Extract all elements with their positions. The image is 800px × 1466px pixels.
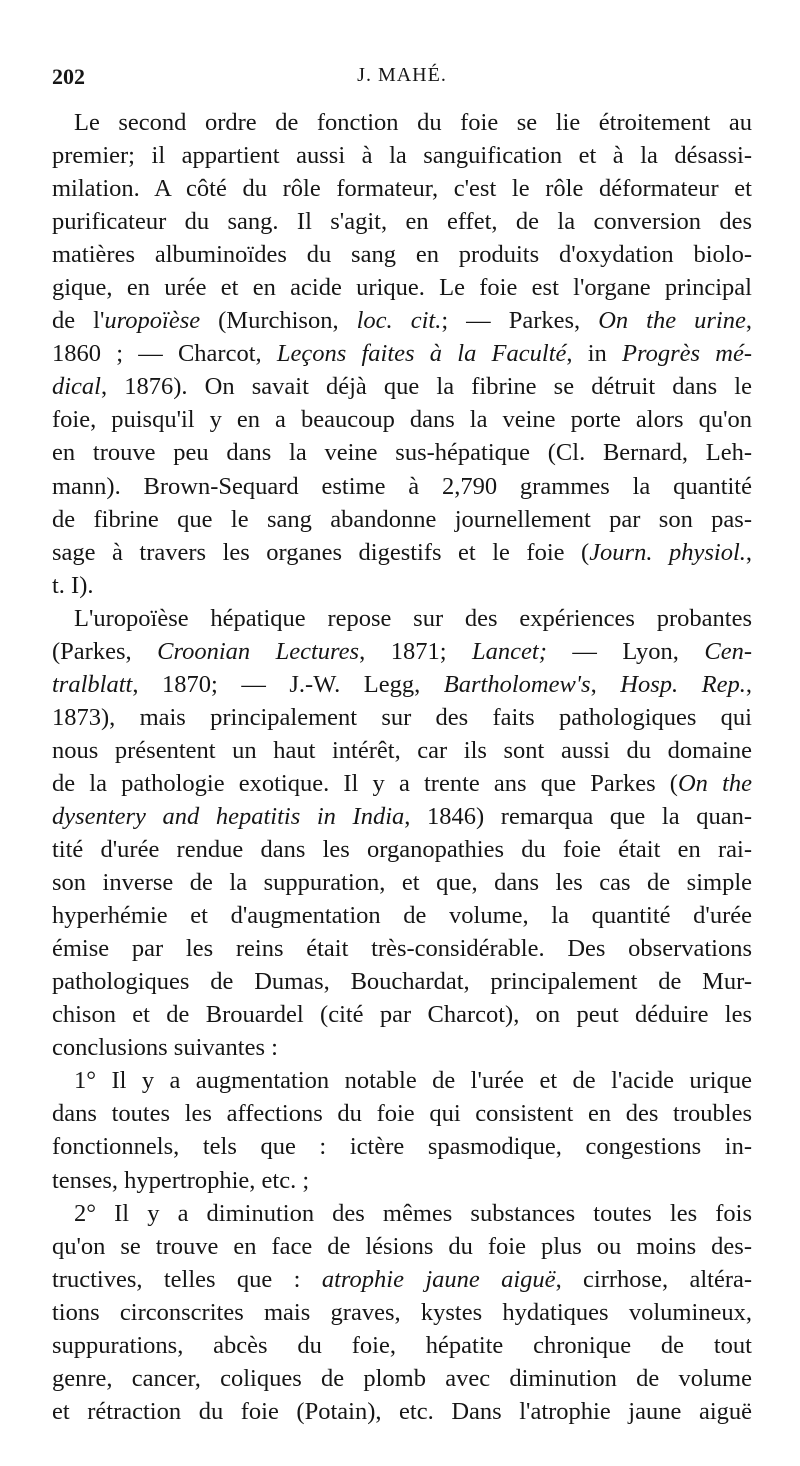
- page-header: [52, 64, 752, 92]
- text-line: mann). Brown-Sequard estime à 2,790 grammes la quantité: [52, 472, 752, 500]
- body-text: [52, 106, 752, 1428]
- text-line: de la pathologie exotique. Il y a trente ans que Parkes (On the: [52, 769, 752, 797]
- text-line: t. I).: [52, 571, 94, 599]
- text-line: purificateur du sang. Il s'agit, en effet, de la conversion des: [52, 208, 752, 236]
- text-line: dysentery and hepatitis in India, 1846) remarqua que la quan-: [52, 802, 752, 830]
- text-line: gique, en urée et en acide urique. Le foie est l'organe principal: [52, 274, 752, 302]
- text-line: émise par les reins était très-considérable. Des observations: [52, 935, 752, 963]
- text-line: dans toutes les affections du foie qui consistent en des troubles: [52, 1100, 752, 1128]
- running-head: J. MAHÉ.: [357, 64, 447, 86]
- text-line: tructives, telles que : atrophie jaune aiguë, cirrhose, altéra-: [52, 1265, 752, 1293]
- text-line: son inverse de la suppuration, et que, dans les cas de simple: [52, 869, 752, 897]
- text-line: de fibrine que le sang abandonne journellement par son pas-: [52, 505, 752, 533]
- text-line: premier; il appartient aussi à la sanguification et à la désassi-: [52, 142, 752, 170]
- text-line: tenses, hypertrophie, etc. ;: [52, 1166, 310, 1194]
- text-line: tralblatt, 1870; — J.-W. Legg, Bartholomew's, Hosp. Rep.,: [52, 670, 752, 698]
- text-line: milation. A côté du rôle formateur, c'est le rôle déformateur et: [52, 175, 752, 203]
- text-line: 1860 ; — Charcot, Leçons faites à la Faculté, in Progrès mé-: [52, 340, 752, 368]
- text-line: conclusions suivantes :: [52, 1034, 278, 1062]
- text-line: 1873), mais principalement sur des faits pathologiques qui: [52, 703, 752, 731]
- text-line: fonctionnels, tels que : ictère spasmodique, congestions in-: [52, 1133, 752, 1161]
- text-line: Le second ordre de fonction du foie se lie étroitement au: [74, 109, 752, 136]
- text-line: tions circonscrites mais graves, kystes hydatiques volumineux,: [52, 1298, 752, 1326]
- text-line: matières albuminoïdes du sang en produits d'oxydation biolo-: [52, 241, 752, 269]
- text-line: en trouve peu dans la veine sus-hépatique (Cl. Bernard, Leh-: [52, 439, 752, 467]
- text-line: (Parkes, Croonian Lectures, 1871; Lancet; — Lyon, Cen-: [52, 637, 752, 665]
- text-line: L'uropoïèse hépatique repose sur des expériences probantes: [74, 604, 752, 632]
- text-line: foie, puisqu'il y en a beaucoup dans la veine porte alors qu'on: [52, 406, 752, 434]
- text-line: dical, 1876). On savait déjà que la fibrine se détruit dans le: [52, 373, 752, 401]
- text-line: tité d'urée rendue dans les organopathies du foie était en rai-: [52, 836, 752, 864]
- text-line: pathologiques de Dumas, Bouchardat, principalement de Mur-: [52, 968, 752, 996]
- text-line: 2° Il y a diminution des mêmes substances toutes les fois: [74, 1199, 752, 1227]
- text-line: de l'uropoïèse (Murchison, loc. cit.; — Parkes, On the urine,: [52, 307, 752, 335]
- text-line: nous présentent un haut intérêt, car ils sont aussi du domaine: [52, 736, 752, 764]
- text-line: hyperhémie et d'augmentation de volume, la quantité d'urée: [52, 902, 752, 930]
- text-line: qu'on se trouve en face de lésions du foie plus ou moins des-: [52, 1232, 752, 1260]
- text-line: 1° Il y a augmentation notable de l'urée et de l'acide urique: [74, 1067, 752, 1095]
- text-line: genre, cancer, coliques de plomb avec diminution de volume: [52, 1364, 752, 1392]
- text-line: suppurations, abcès du foie, hépatite chronique de tout: [52, 1331, 752, 1359]
- text-line: chison et de Brouardel (cité par Charcot), on peut déduire les: [52, 1001, 752, 1029]
- text-line: et rétraction du foie (Potain), etc. Dans l'atrophie jaune aiguë: [52, 1397, 752, 1425]
- page-number: 202: [52, 64, 85, 89]
- text-line: sage à travers les organes digestifs et le foie (Journ. physiol.,: [52, 538, 752, 566]
